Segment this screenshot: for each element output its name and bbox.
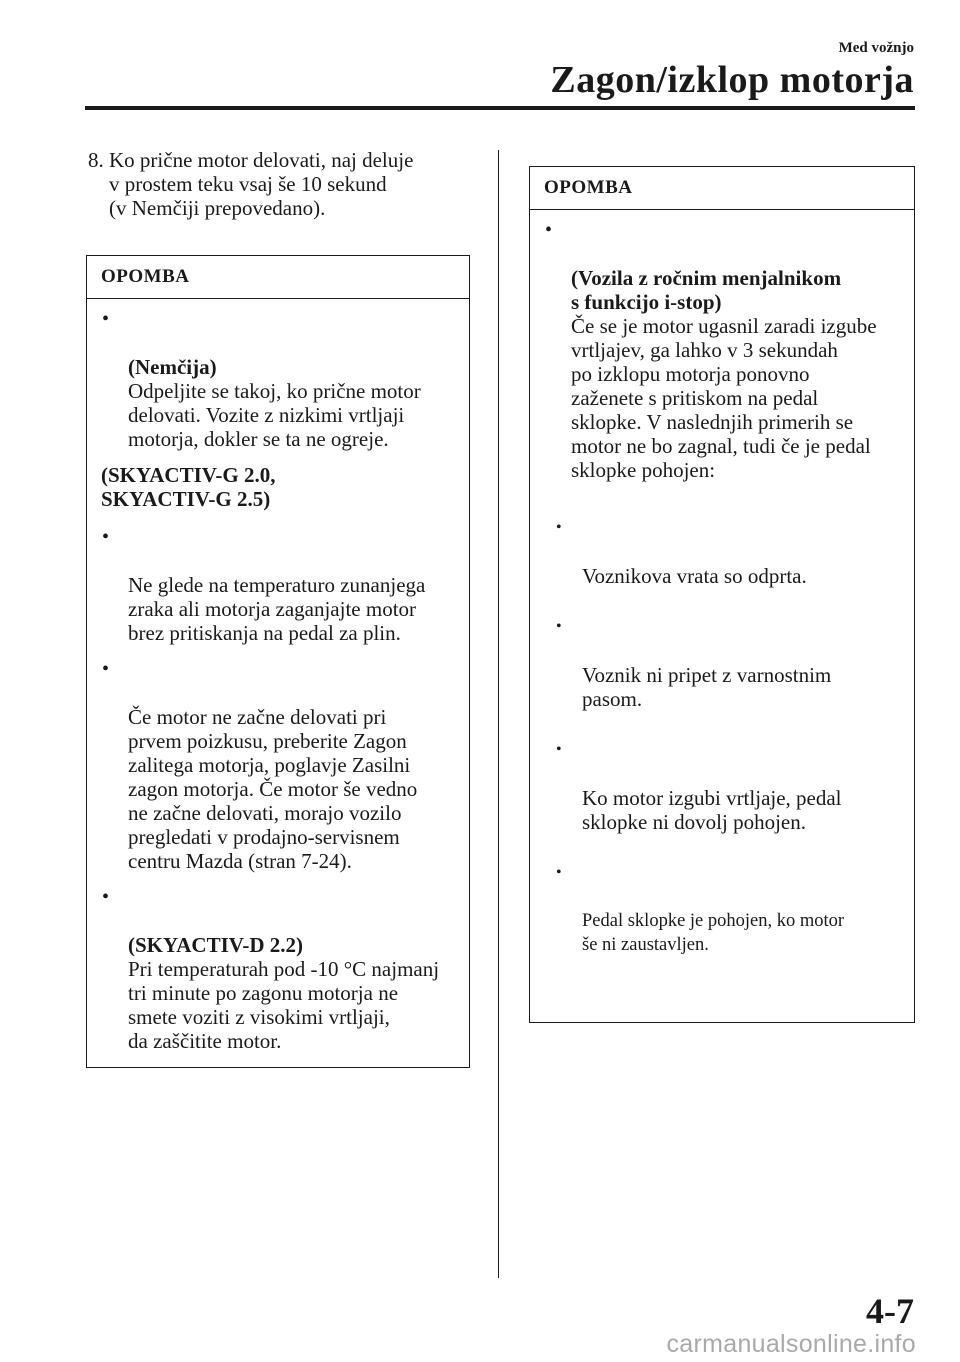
bullet-icon: • — [556, 519, 562, 536]
bullet-text: Ne glede na temperaturo zunanjega zraka ali motorja zaganjajte motor brez pritiskanja na pedal za plin. — [128, 573, 426, 645]
bullet-text: Pri temperaturah pod -10 °C najmanj tri minute po zagonu motorja ne smete voziti z visokimi vrtljaji, da zaščitite motor. — [128, 957, 440, 1053]
bullet-icon: • — [545, 219, 553, 241]
sub-list-item — [544, 861, 898, 957]
sub-item-text: Voznikova vrata so odprta. — [582, 564, 807, 588]
bullet-icon: • — [102, 526, 110, 548]
sub-list — [544, 492, 898, 984]
page-title: Zagon/izklop motorja — [550, 59, 914, 101]
column-divider — [498, 150, 499, 1278]
bullet-icon: • — [102, 886, 110, 908]
note-body — [530, 210, 914, 1022]
bullet-icon: • — [556, 618, 562, 635]
bullet-heading: (Nemčija) — [128, 355, 217, 379]
note-bullet — [101, 525, 453, 645]
note-bullet — [101, 307, 453, 451]
bullet-text: Odpeljite se takoj, ko prične motor delovati. Vozite z nizkimi vrtljaji motorja, dokler se ta ne ogreje. — [128, 379, 421, 451]
note-body — [87, 299, 469, 1067]
bullet-icon: • — [556, 741, 562, 758]
note-title: OPOMBA — [530, 167, 914, 210]
sub-list-item — [544, 738, 898, 834]
step-8 — [88, 148, 468, 220]
bullet-text: Če se je motor ugasnil zaradi izgube vrtljajev, ga lahko v 3 sekundah po izklopu motorja ponovno zaženete s pritiskom na pedal sklopke. V naslednjih primerih se motor ne bo zagnal, tudi če je pedal sklopke pohojen: — [571, 314, 877, 482]
sub-item-text: Ko motor izgubi vrtljaje, pedal sklopke ni dovolj pohojen. — [582, 786, 842, 834]
sub-item-text: Voznik ni pripet z varnostnim pasom. — [582, 663, 832, 711]
bullet-icon: • — [102, 658, 110, 680]
note-subheading: (SKYACTIV-G 2.0, SKYACTIV-G 2.5) — [101, 463, 276, 511]
header-section-label: Med vožnjo — [838, 40, 914, 56]
note-bullet — [544, 218, 898, 1008]
bullet-text: Če motor ne začne delovati pri prvem poizkusu, preberite Zagon zalitega motorja, poglavje Zasilni zagon motorja. Če motor še vedno ne začne delovati, morajo vozilo pregledati v prodajno-servisnem centru Mazda (stran 7-24). — [128, 705, 418, 873]
note-title: OPOMBA — [87, 256, 469, 299]
step-text: Ko prične motor delovati, naj deluje v prostem teku vsaj še 10 sekund (v Nemčiji prepovedano). — [109, 148, 414, 220]
note-box-right — [529, 166, 915, 1023]
note-bullet — [101, 885, 453, 1053]
bullet-heading: (Vozila z ročnim menjalnikom s funkcijo i-stop) — [571, 266, 842, 314]
page-number: 4-7 — [866, 1291, 914, 1331]
sub-item-text: Pedal sklopke je pohojen, ko motor še ni zaustavljen. — [582, 911, 845, 955]
watermark[interactable]: carmanualsonline.info — [666, 1330, 916, 1358]
bullet-heading: (SKYACTIV-D 2.2) — [128, 933, 304, 957]
note-box-left — [86, 255, 470, 1068]
sub-list-item — [544, 615, 898, 711]
sub-list-item — [544, 516, 898, 588]
bullet-icon: • — [556, 864, 562, 881]
step-number: 8. — [88, 148, 104, 172]
note-bullet — [101, 657, 453, 873]
bullet-icon: • — [102, 308, 110, 330]
header-rule — [85, 106, 915, 110]
